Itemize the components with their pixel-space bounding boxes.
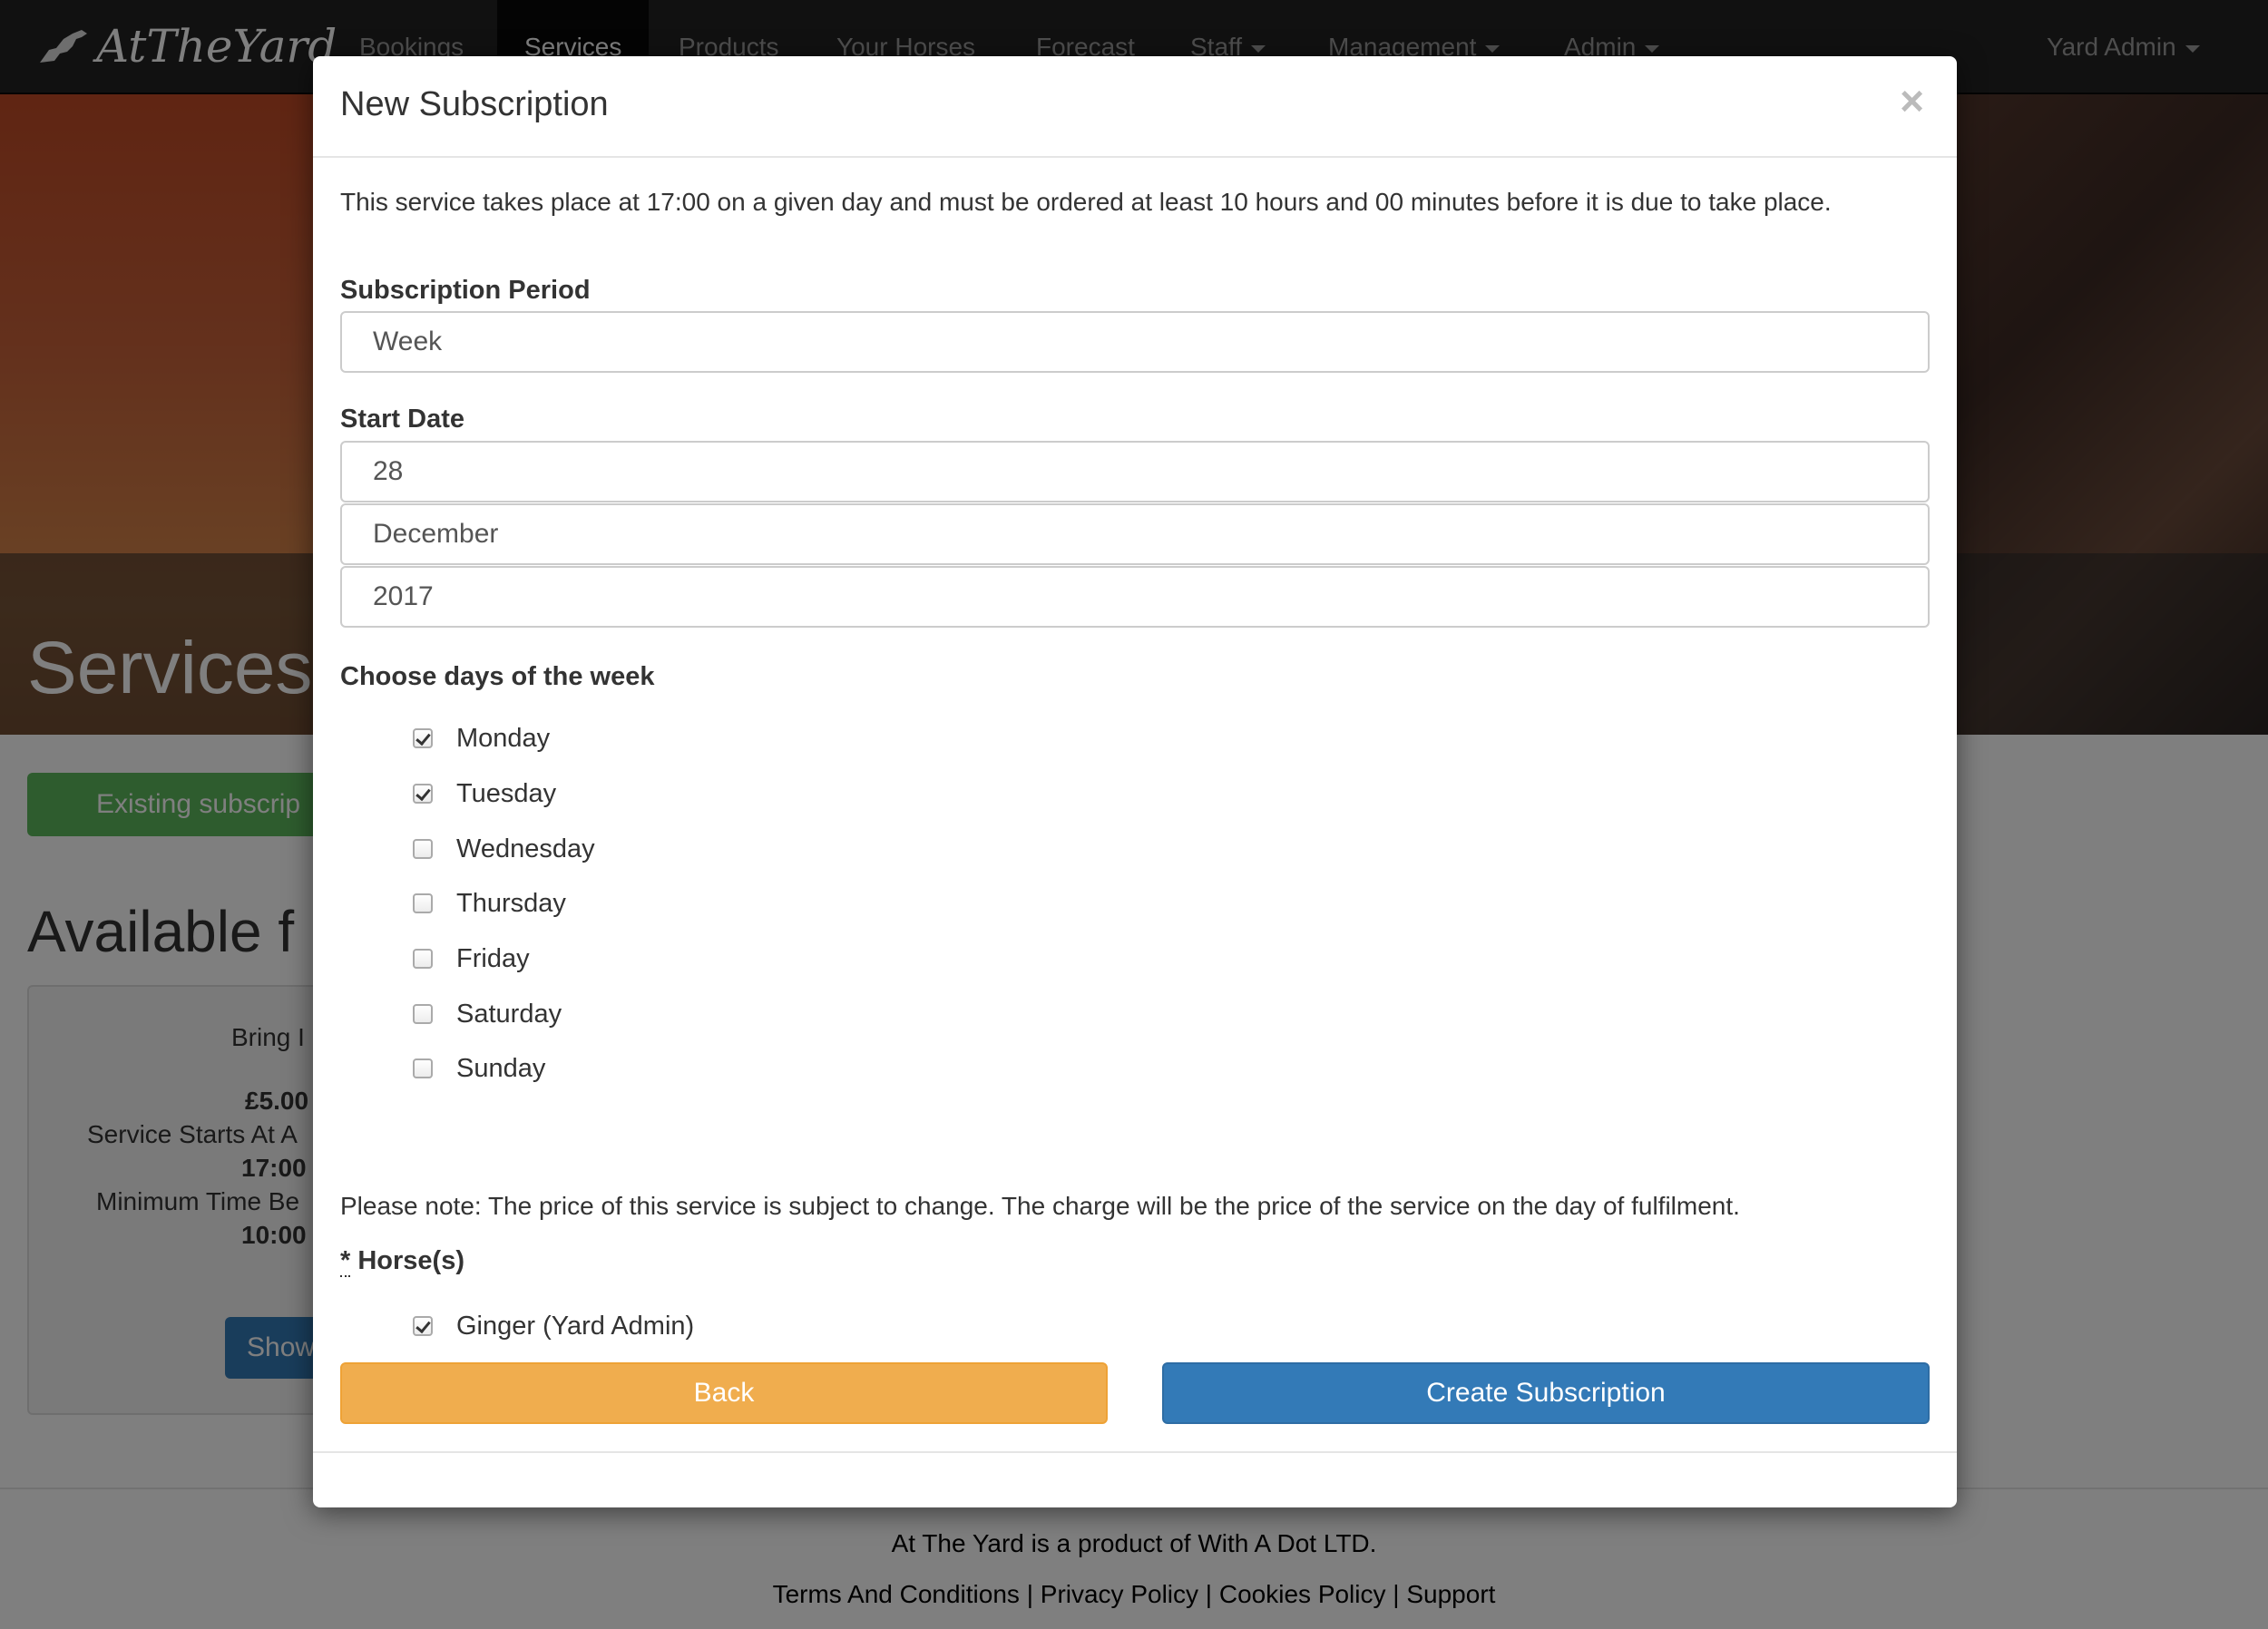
checkbox[interactable] (413, 1004, 433, 1024)
checkbox[interactable] (413, 949, 433, 969)
day-label: Sunday (456, 1053, 546, 1083)
days-of-week-label: Choose days of the week (340, 662, 655, 691)
modal-title: New Subscription (340, 85, 609, 123)
start-date-year-select[interactable]: 2017 (340, 566, 1930, 628)
horses-label-text: Horse(s) (357, 1246, 465, 1275)
new-subscription-modal (313, 56, 1957, 1507)
create-subscription-button[interactable]: Create Subscription (1162, 1362, 1930, 1424)
day-option-sunday[interactable] (413, 1050, 545, 1087)
back-button[interactable]: Back (340, 1362, 1108, 1424)
service-description: This service takes place at 17:00 on a given day and must be ordered at least 10 hours and 00 minutes before it is due to take place. (340, 188, 1832, 216)
day-label: Friday (456, 943, 530, 973)
checkbox[interactable] (413, 1316, 433, 1336)
day-label: Wednesday (456, 834, 595, 863)
checkbox[interactable] (413, 893, 433, 913)
horse-option-ginger[interactable] (413, 1308, 694, 1344)
day-option-thursday[interactable] (413, 885, 566, 922)
subscription-period-label: Subscription Period (340, 276, 591, 305)
day-option-monday[interactable] (413, 720, 550, 756)
horses-label (340, 1246, 464, 1276)
checkbox[interactable] (413, 1058, 433, 1078)
close-icon[interactable]: × (1900, 77, 1924, 124)
day-option-tuesday[interactable] (413, 775, 556, 812)
subscription-period-select[interactable]: Week (340, 311, 1930, 373)
modal-header (313, 56, 1957, 158)
day-label: Saturday (456, 999, 562, 1029)
start-date-day-select[interactable]: 28 (340, 441, 1930, 502)
horse-label: Ginger (Yard Admin) (456, 1311, 695, 1341)
day-option-friday[interactable] (413, 941, 530, 977)
checkbox[interactable] (413, 784, 433, 804)
checkbox[interactable] (413, 728, 433, 748)
day-option-saturday[interactable] (413, 996, 562, 1032)
day-label: Monday (456, 723, 551, 753)
day-label: Tuesday (456, 778, 557, 808)
day-option-wednesday[interactable] (413, 831, 595, 867)
start-date-month-select[interactable]: December (340, 503, 1930, 565)
checkbox[interactable] (413, 839, 433, 859)
required-marker: * (340, 1246, 351, 1275)
day-label: Thursday (456, 888, 566, 918)
modal-footer-divider (313, 1451, 1957, 1453)
start-date-label: Start Date (340, 405, 464, 434)
price-note: Please note: The price of this service is subject to change. The charge will be the price of the service on the day of fulfilment. (340, 1192, 1740, 1220)
